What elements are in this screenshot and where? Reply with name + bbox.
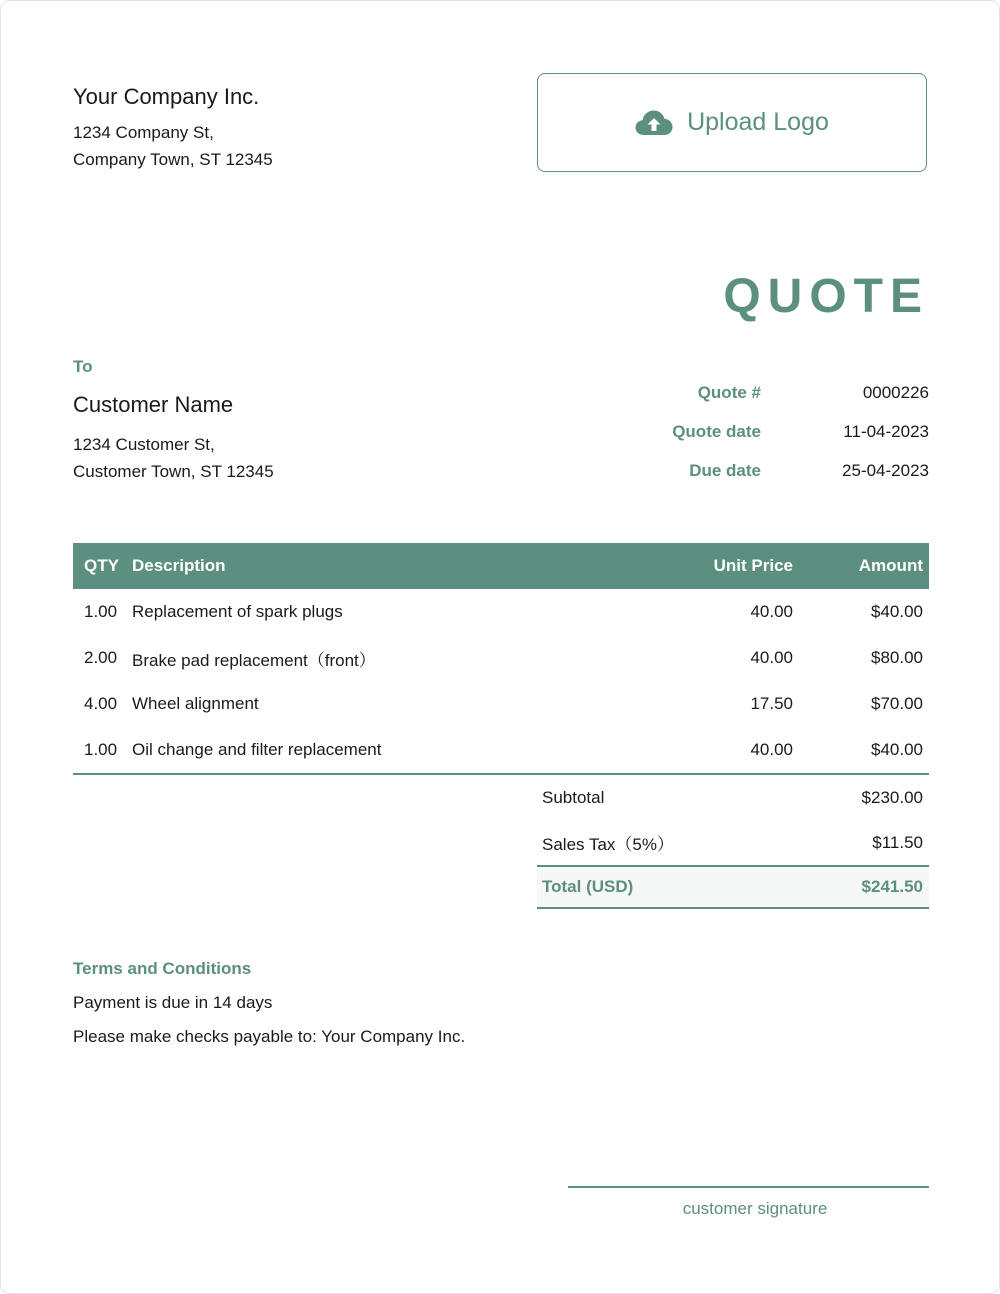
row-amount: $40.00 bbox=[871, 602, 923, 621]
table-row bbox=[73, 635, 929, 681]
customer-address-line2: Customer Town, ST 12345 bbox=[73, 462, 274, 481]
upload-logo-button[interactable] bbox=[537, 73, 927, 172]
row-unit-price: 40.00 bbox=[750, 602, 793, 621]
upload-logo-label: Upload Logo bbox=[687, 108, 829, 136]
quote-number-row bbox=[561, 381, 929, 405]
sales-tax-value: $11.50 bbox=[872, 832, 923, 852]
header-description: Description bbox=[132, 556, 226, 575]
customer-name: Customer Name bbox=[73, 392, 234, 417]
row-amount: $40.00 bbox=[871, 740, 923, 759]
line-items-table bbox=[73, 543, 929, 773]
subtotal-row bbox=[537, 775, 929, 820]
document-title: QUOTE bbox=[723, 270, 929, 323]
company-address-line2: Company Town, ST 12345 bbox=[73, 150, 273, 169]
table-row bbox=[73, 589, 929, 635]
customer-address bbox=[73, 431, 274, 485]
row-unit-price: 40.00 bbox=[750, 648, 793, 667]
sales-tax-label: Sales Tax（5%） bbox=[542, 835, 674, 854]
to-label: To bbox=[73, 357, 93, 376]
cloud-upload-icon bbox=[635, 109, 673, 137]
row-description: Replacement of spark plugs bbox=[132, 602, 343, 621]
row-qty: 2.00 bbox=[84, 648, 118, 667]
row-amount: $80.00 bbox=[871, 648, 923, 667]
company-address bbox=[73, 119, 273, 173]
row-description: Oil change and filter replacement bbox=[132, 740, 382, 759]
terms-title: Terms and Conditions bbox=[73, 959, 252, 978]
signature-line bbox=[568, 1186, 929, 1188]
header-qty: QTY bbox=[84, 556, 119, 575]
row-qty: 1.00 bbox=[84, 602, 118, 621]
quote-date-value: 11-04-2023 bbox=[843, 422, 929, 441]
total-row bbox=[537, 865, 929, 909]
totals-block bbox=[537, 775, 929, 909]
quote-date-row bbox=[561, 420, 929, 444]
header-amount: Amount bbox=[858, 556, 923, 575]
row-qty: 1.00 bbox=[84, 740, 118, 759]
sales-tax-row bbox=[537, 820, 929, 865]
terms-line-checks: Please make checks payable to: Your Company Inc. bbox=[73, 1027, 466, 1046]
table-header bbox=[73, 543, 929, 589]
due-date-row bbox=[561, 459, 929, 483]
row-amount: $70.00 bbox=[871, 694, 923, 713]
signature-label: customer signature bbox=[682, 1199, 828, 1218]
total-value: $241.50 bbox=[861, 877, 923, 896]
due-date-label: Due date bbox=[689, 461, 761, 480]
row-unit-price: 40.00 bbox=[750, 740, 793, 759]
row-description: Brake pad replacement（front） bbox=[132, 650, 376, 670]
subtotal-label: Subtotal bbox=[542, 787, 605, 807]
row-unit-price: 17.50 bbox=[750, 694, 793, 713]
table-row bbox=[73, 681, 929, 727]
row-qty: 4.00 bbox=[84, 694, 118, 713]
quote-number-value: 0000226 bbox=[862, 383, 929, 402]
header-unit-price: Unit Price bbox=[713, 556, 793, 575]
quote-number-label: Quote # bbox=[697, 383, 761, 402]
company-name: Your Company Inc. bbox=[73, 84, 260, 109]
subtotal-value: $230.00 bbox=[861, 787, 923, 807]
table-row bbox=[73, 727, 929, 773]
company-address-line1: 1234 Company St, bbox=[73, 123, 214, 142]
row-description: Wheel alignment bbox=[132, 694, 259, 713]
terms-line-payment: Payment is due in 14 days bbox=[73, 993, 273, 1012]
due-date-value: 25-04-2023 bbox=[842, 461, 929, 480]
quote-date-label: Quote date bbox=[672, 422, 761, 441]
customer-address-line1: 1234 Customer St, bbox=[73, 435, 215, 454]
total-label: Total (USD) bbox=[542, 877, 634, 896]
